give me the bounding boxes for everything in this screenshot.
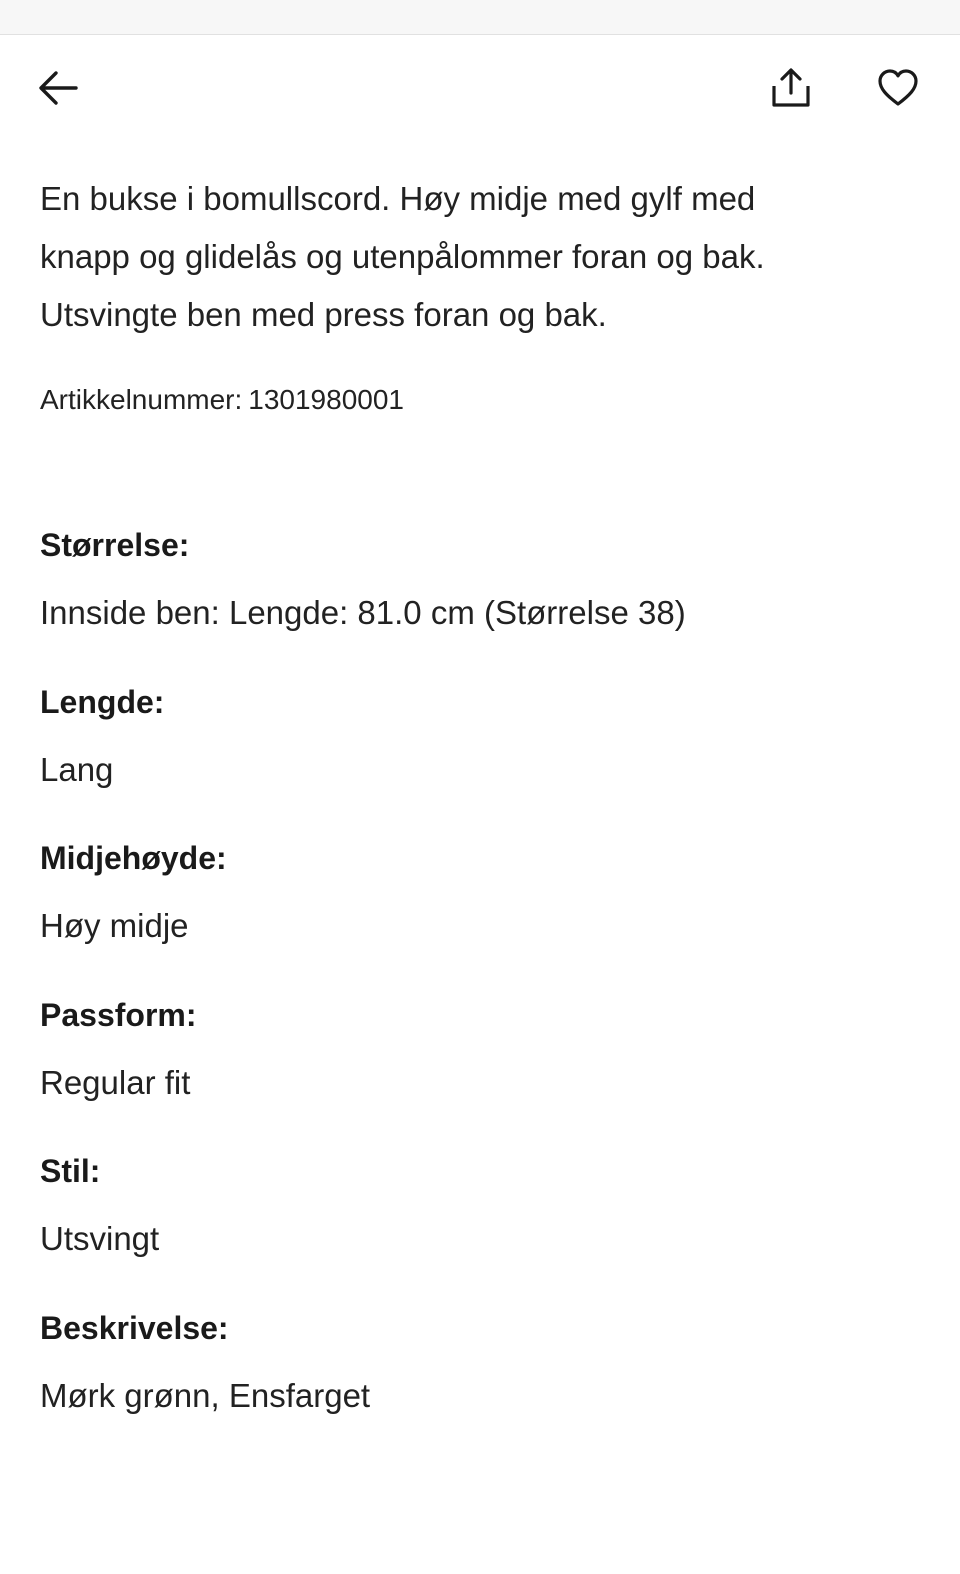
attribute-description: [40, 1303, 920, 1460]
attribute-value: Innside ben: Lengde: 81.0 cm (Størrelse 38): [40, 594, 686, 631]
back-button[interactable]: [30, 60, 86, 116]
article-number-label: Artikkelnummer:: [40, 384, 243, 415]
attribute-value: Lang: [40, 750, 114, 788]
favorite-button[interactable]: [870, 60, 926, 116]
attribute-label: Stil:: [40, 1153, 101, 1190]
attribute-fit: [40, 990, 920, 1147]
share-icon: [769, 66, 813, 110]
attribute-size: [40, 520, 920, 677]
attribute-value: Utsvingt: [40, 1220, 160, 1258]
attribute-value: Regular fit: [40, 1063, 191, 1101]
attribute-label: Passform:: [40, 996, 197, 1033]
description-line: Utsvingte ben med press foran og bak.: [40, 296, 607, 333]
attribute-style: [40, 1146, 920, 1303]
attribute-waist-height: [40, 833, 920, 990]
arrow-left-icon: [36, 66, 80, 110]
attribute-label: Størrelse:: [40, 527, 190, 563]
heart-icon: [876, 66, 920, 110]
share-button[interactable]: [763, 60, 819, 116]
description-line: knapp og glidelås og utenpålommer foran og bak.: [40, 238, 765, 275]
attribute-label: Lengde:: [40, 683, 165, 720]
product-attributes: [40, 520, 920, 1460]
description-line: En bukse i bomullscord. Høy midje med gylf med: [40, 180, 756, 217]
attribute-length: [40, 677, 920, 834]
article-number: [40, 382, 404, 418]
attribute-label: Beskrivelse:: [40, 1309, 229, 1346]
top-strip: [0, 0, 960, 35]
top-bar: [0, 35, 960, 145]
attribute-value: Høy midje: [40, 907, 189, 945]
attribute-label: Midjehøyde:: [40, 840, 227, 877]
attribute-value: Mørk grønn, Ensfarget: [40, 1376, 371, 1414]
article-number-value: 1301980001: [248, 384, 404, 415]
product-description: [40, 170, 920, 344]
